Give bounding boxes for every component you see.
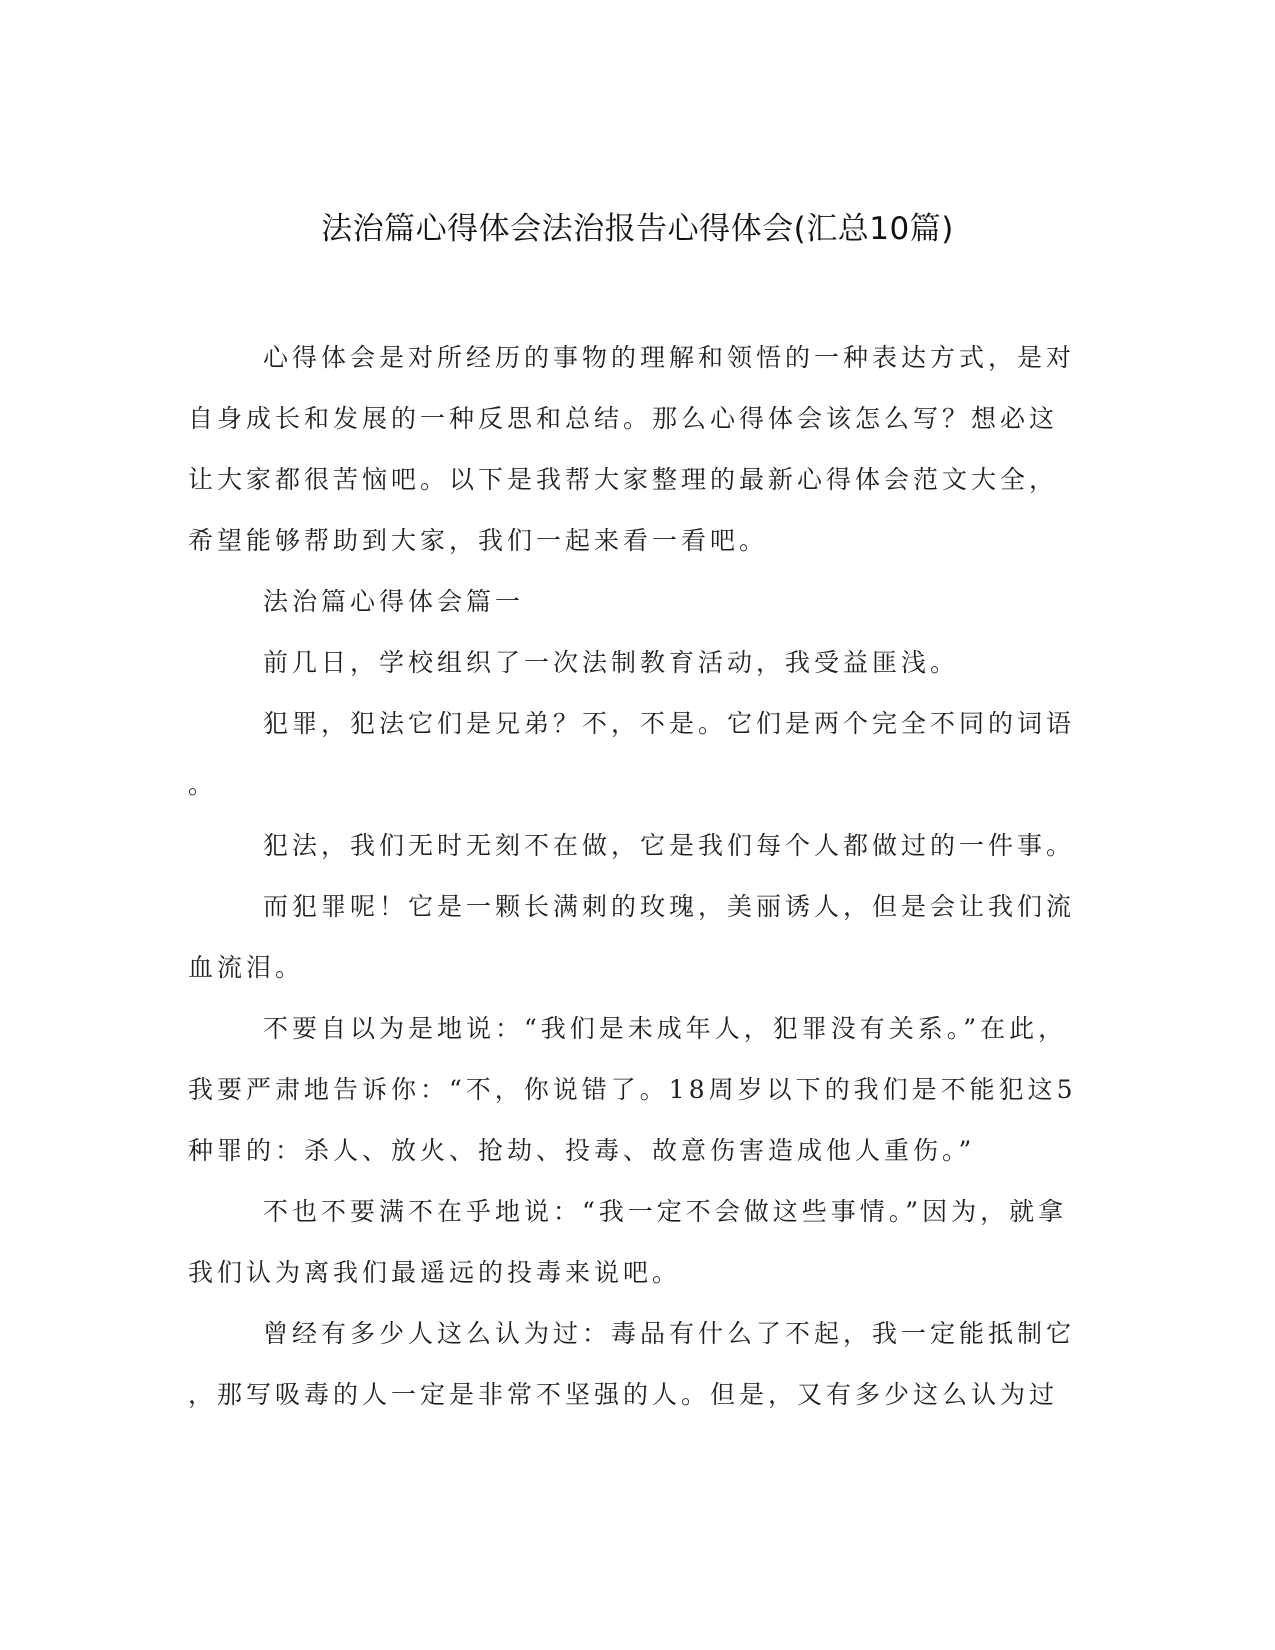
text-line: 不要自以为是地说：“我们是未成年人，犯罪没有关系。”在此， bbox=[263, 1014, 1068, 1043]
text-line: 前几日，学校组织了一次法制教育活动，我受益匪浅。 bbox=[263, 648, 960, 677]
text-line: ，那写吸毒的人一定是非常不坚强的人。但是，又有多少这么认为过 bbox=[188, 1380, 1059, 1409]
text-line: 不也不要满不在乎地说：“我一定不会做这些事情。”因为，就拿 bbox=[263, 1197, 1068, 1226]
text-line: 我们认为离我们最遥远的投毒来说吧。 bbox=[188, 1258, 682, 1287]
text-line: 心得体会是对所经历的事物的理解和领悟的一种表达方式，是对 bbox=[263, 343, 1076, 372]
text-line: 。 bbox=[188, 770, 218, 799]
text-line: 希望能够帮助到大家，我们一起来看一看吧。 bbox=[188, 526, 769, 555]
section-heading: 法治篇心得体会篇一 bbox=[263, 587, 525, 616]
text-line: 我要严肃地告诉你：“不，你说错了。18周岁以下的我们是不能犯这5 bbox=[188, 1075, 1077, 1104]
document-body bbox=[188, 327, 1077, 1425]
text-line: 种罪的：杀人、放火、抢劫、投毒、故意伤害造成他人重伤。” bbox=[188, 1136, 976, 1165]
text-line: 犯罪，犯法它们是兄弟？不，不是。它们是两个完全不同的词语 bbox=[263, 709, 1076, 738]
text-line: 犯法，我们无时无刻不在做，它是我们每个人都做过的一件事。 bbox=[263, 831, 1076, 860]
text-line: 血流泪。 bbox=[188, 953, 305, 982]
text-line: 让大家都很苦恼吧。以下是我帮大家整理的最新心得体会范文大全， bbox=[188, 465, 1059, 494]
text-line: 自身成长和发展的一种反思和总结。那么心得体会该怎么写？想必这 bbox=[188, 404, 1059, 433]
document-title: 法治篇心得体会法治报告心得体会(汇总10篇) bbox=[321, 211, 954, 247]
text-line: 曾经有多少人这么认为过：毒品有什么了不起，我一定能抵制它 bbox=[263, 1319, 1076, 1348]
text-line: 而犯罪呢！它是一颗长满刺的玫瑰，美丽诱人，但是会让我们流 bbox=[263, 892, 1076, 921]
